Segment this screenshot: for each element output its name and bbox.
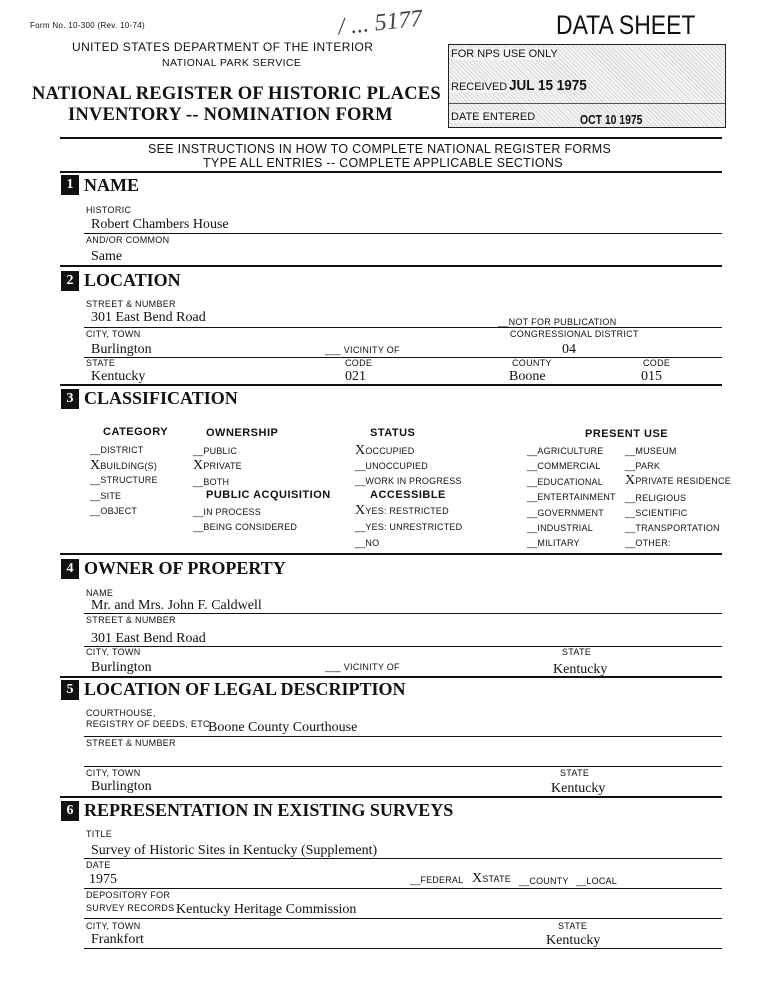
depository-value: Kentucky Heritage Commission: [176, 902, 357, 917]
ownership-heading: OWNERSHIP: [206, 427, 279, 439]
form-title-line2: INVENTORY -- NOMINATION FORM: [68, 105, 393, 125]
date-entered-stamp: OCT 10 1975: [580, 112, 643, 127]
access-restricted-x: X: [355, 503, 366, 518]
category-site: __SITE: [90, 491, 122, 501]
congressional-district-label: CONGRESSIONAL DISTRICT: [510, 329, 639, 339]
category-heading: CATEGORY: [103, 426, 169, 438]
date-entered-label: DATE ENTERED: [451, 111, 536, 123]
use-transportation: __TRANSPORTATION: [625, 523, 720, 533]
section-5-end-rule: [60, 796, 722, 798]
ownership-both: __BOTH: [193, 477, 230, 487]
department-name: UNITED STATES DEPARTMENT OF THE INTERIOR: [72, 40, 374, 54]
survey-title-value: Survey of Historic Sites in Kentucky (Supplement): [91, 843, 378, 858]
status-heading: STATUS: [370, 427, 416, 439]
use-industrial: __INDUSTRIAL: [527, 523, 593, 533]
use-military: __MILITARY: [527, 538, 580, 548]
section-2-title: LOCATION: [84, 270, 181, 290]
accessible-heading: ACCESSIBLE: [370, 489, 446, 501]
section-5-number: 5: [61, 680, 79, 700]
legal-city-label: CITY, TOWN: [86, 768, 141, 778]
category-building-x: X: [90, 458, 101, 473]
status-unoccupied: __UNOCCUPIED: [355, 461, 428, 471]
access-no: __NO: [355, 538, 380, 548]
section-6-number: 6: [61, 801, 79, 821]
status-occupied-x: X: [355, 443, 366, 458]
section-4-number: 4: [61, 559, 79, 579]
legal-street-label: STREET & NUMBER: [86, 738, 176, 748]
section-1-title: NAME: [84, 175, 139, 195]
public-acquisition-heading: PUBLIC ACQUISITION: [206, 489, 331, 501]
use-scientific: __SCIENTIFIC: [625, 508, 688, 518]
category-district: __DISTRICT: [90, 445, 144, 455]
state-code-label: CODE: [345, 358, 373, 368]
survey-state-value: Kentucky: [546, 933, 601, 948]
section-4-title: OWNER OF PROPERTY: [84, 558, 286, 578]
use-agriculture: __AGRICULTURE: [527, 446, 604, 456]
service-name: NATIONAL PARK SERVICE: [162, 57, 302, 69]
courthouse-label-line2: REGISTRY OF DEEDS, ETC.: [86, 719, 213, 729]
nps-use-only-label: FOR NPS USE ONLY: [451, 48, 558, 60]
present-use-heading: PRESENT USE: [585, 428, 669, 440]
courthouse-rule: [84, 736, 722, 737]
section-2-number: 2: [61, 271, 79, 291]
depository-label-line2: SURVEY RECORDS: [86, 903, 175, 913]
courthouse-value: Boone County Courthouse: [208, 720, 358, 735]
use-private-residence: [625, 473, 731, 489]
received-label: RECEIVED: [451, 81, 508, 93]
owner-city-value: Burlington: [91, 660, 152, 675]
city-rule: [84, 357, 722, 358]
survey-date-value: 1975: [89, 872, 117, 887]
access-yes-restricted: [355, 503, 449, 519]
courthouse-label-line1: COURTHOUSE,: [86, 708, 156, 718]
received-stamp: JUL 15 1975: [509, 77, 587, 94]
acquisition-being-considered: __BEING CONSIDERED: [193, 522, 298, 532]
status-work-in-progress: __WORK IN PROGRESS: [355, 476, 462, 486]
owner-street-rule: [84, 646, 722, 647]
legal-city-value: Burlington: [91, 779, 152, 794]
legal-state-label: STATE: [560, 768, 590, 778]
ownership-private-label: PRIVATE: [203, 461, 242, 471]
survey-city-rule: [84, 948, 722, 949]
not-for-publication: __NOT FOR PUBLICATION: [498, 317, 617, 327]
county-label: COUNTY: [512, 358, 552, 368]
use-entertainment: __ENTERTAINMENT: [527, 492, 616, 502]
owner-vicinity-label: ___ VICINITY OF: [325, 662, 400, 672]
instructions-rule: [60, 171, 722, 173]
street-value: 301 East Bend Road: [91, 310, 206, 325]
category-structure: __STRUCTURE: [90, 475, 158, 485]
nps-box-divider: [449, 103, 725, 104]
use-museum: __MUSEUM: [625, 446, 677, 456]
data-sheet-title: DATA SHEET: [556, 10, 696, 40]
county-code-label: CODE: [643, 358, 671, 368]
section-3-end-rule: [60, 553, 722, 555]
common-value: Same: [91, 249, 123, 264]
ownership-public: __PUBLIC: [193, 446, 238, 456]
use-other: __OTHER:: [625, 538, 671, 548]
ownership-private-x: X: [193, 458, 204, 473]
instructions-line1: SEE INSTRUCTIONS IN HOW TO COMPLETE NATIONAL REGISTER FORMS: [148, 142, 612, 156]
owner-state-value: Kentucky: [553, 662, 608, 677]
category-building: [90, 458, 157, 474]
access-restricted-label: YES: RESTRICTED: [365, 506, 449, 516]
handwritten-reference: / ... 5177: [336, 5, 424, 41]
header-rule: [60, 137, 722, 139]
legal-street-rule: [84, 766, 722, 767]
form-title-line1: NATIONAL REGISTER OF HISTORIC PLACES: [32, 84, 441, 104]
use-private-residence-label: PRIVATE RESIDENCE: [635, 476, 731, 486]
access-yes-unrestricted: __YES: UNRESTRICTED: [355, 522, 463, 532]
survey-date-label: DATE: [86, 860, 111, 870]
depository-label-line1: DEPOSITORY FOR: [86, 890, 171, 900]
owner-street-label: STREET & NUMBER: [86, 615, 176, 625]
use-government: __GOVERNMENT: [527, 508, 604, 518]
survey-title-rule: [84, 858, 722, 859]
form-number: Form No. 10-300 (Rev. 10-74): [30, 21, 145, 30]
instructions-line2: TYPE ALL ENTRIES -- COMPLETE APPLICABLE SECTIONS: [203, 156, 563, 170]
nps-use-only-box: [448, 44, 726, 128]
owner-city-label: CITY, TOWN: [86, 647, 141, 657]
state-code-value: 021: [345, 369, 366, 384]
owner-name-rule: [84, 613, 722, 614]
use-educational: __EDUCATIONAL: [527, 477, 603, 487]
owner-street-value: 301 East Bend Road: [91, 631, 206, 646]
common-label: AND/OR COMMON: [86, 235, 170, 245]
survey-city-value: Frankfort: [91, 932, 144, 947]
historic-value: Robert Chambers House: [91, 217, 229, 232]
status-occupied: [355, 443, 414, 459]
acquisition-in-process: __IN PROCESS: [193, 507, 261, 517]
status-occupied-label: OCCUPIED: [365, 446, 415, 456]
section-1-end-rule: [60, 265, 722, 267]
survey-date-rule: [84, 888, 722, 889]
survey-local: __LOCAL: [576, 876, 617, 886]
city-label: CITY, TOWN: [86, 329, 141, 339]
owner-state-label: STATE: [562, 647, 592, 657]
use-commercial: __COMMERCIAL: [527, 461, 601, 471]
survey-federal: __FEDERAL: [410, 875, 464, 885]
survey-city-label: CITY, TOWN: [86, 921, 141, 931]
category-building-label: BUILDING(S): [100, 461, 158, 471]
vicinity-label: ___ VICINITY OF: [325, 345, 400, 355]
legal-state-value: Kentucky: [551, 781, 606, 796]
depository-rule: [84, 918, 722, 919]
section-3-number: 3: [61, 389, 79, 409]
county-code-value: 015: [641, 369, 662, 384]
survey-state-x: X: [472, 871, 483, 886]
category-object: __OBJECT: [90, 506, 138, 516]
section-1-number: 1: [61, 175, 79, 195]
state-label: STATE: [86, 358, 116, 368]
survey-state-label-field: STATE: [558, 921, 588, 931]
state-value: Kentucky: [91, 369, 146, 384]
survey-county: __COUNTY: [519, 876, 569, 886]
historic-label: HISTORIC: [86, 205, 132, 215]
ownership-private: [193, 458, 242, 474]
street-rule: [84, 327, 722, 328]
section-3-title: CLASSIFICATION: [84, 388, 238, 408]
survey-state: [472, 871, 511, 887]
section-2-end-rule: [60, 384, 722, 386]
county-value: Boone: [509, 369, 546, 384]
congressional-district-value: 04: [562, 342, 576, 357]
street-label: STREET & NUMBER: [86, 299, 176, 309]
survey-state-label: STATE: [482, 874, 511, 884]
use-park: __PARK: [625, 461, 661, 471]
survey-title-label: TITLE: [86, 829, 113, 839]
use-religious: __RELIGIOUS: [625, 493, 687, 503]
section-5-title: LOCATION OF LEGAL DESCRIPTION: [84, 679, 406, 699]
section-4-end-rule: [60, 676, 722, 678]
city-value: Burlington: [91, 342, 152, 357]
section-6-title: REPRESENTATION IN EXISTING SURVEYS: [84, 800, 454, 820]
historic-rule: [84, 233, 722, 234]
use-private-residence-x: X: [625, 473, 636, 488]
owner-name-value: Mr. and Mrs. John F. Caldwell: [91, 598, 262, 613]
owner-name-label: NAME: [86, 588, 114, 598]
